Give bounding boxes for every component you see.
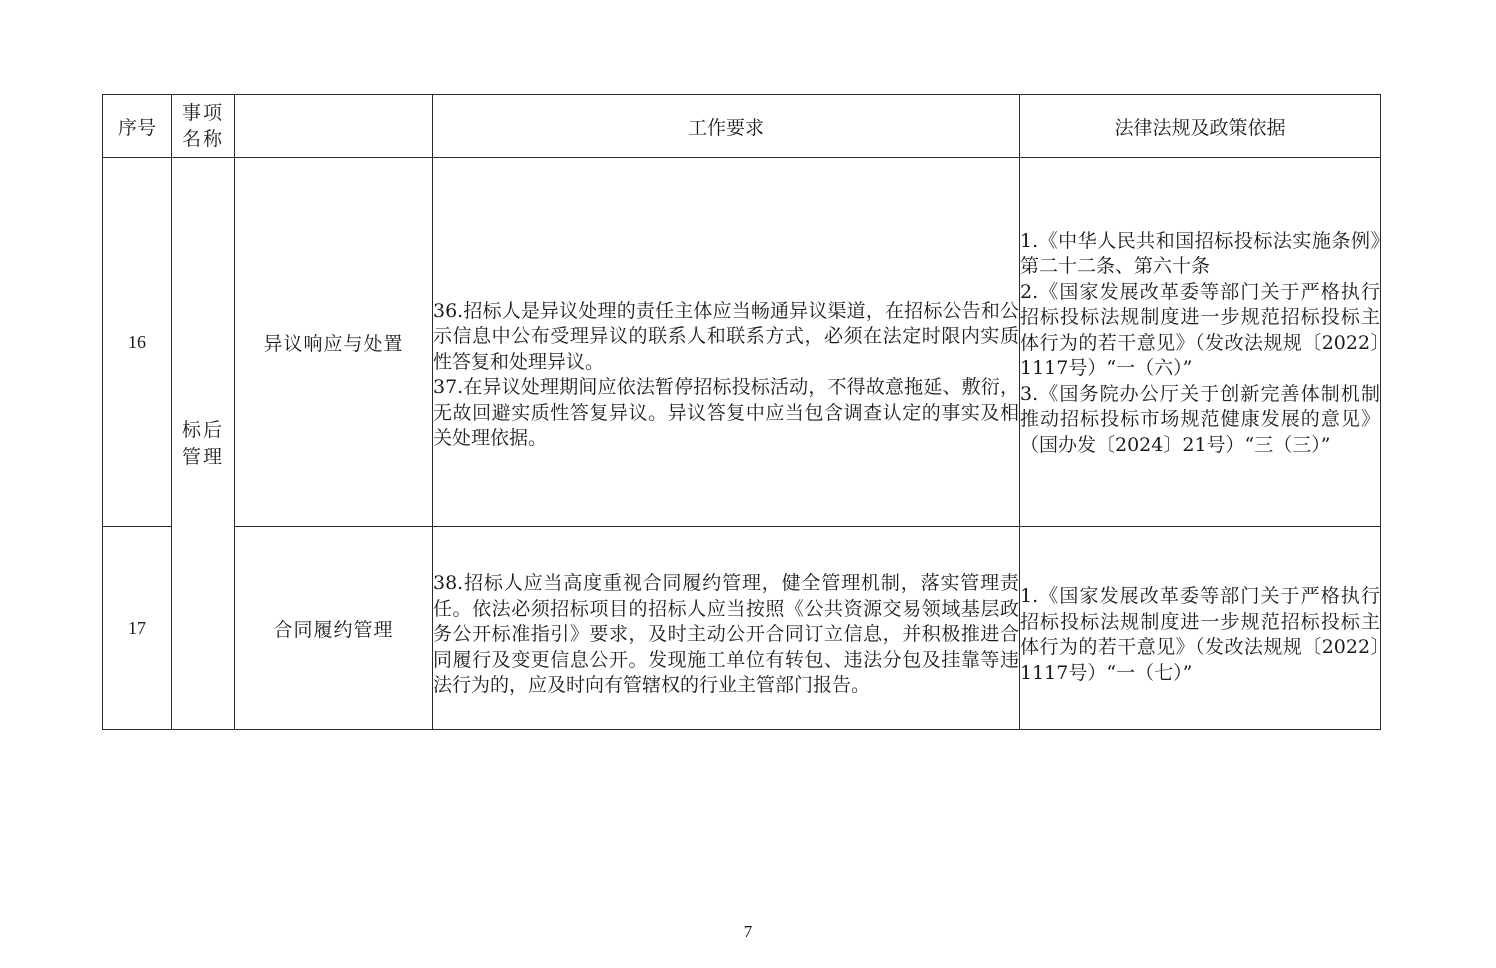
header-item-name-line1: 事项: [181, 102, 224, 124]
requirements-cell: [433, 527, 1020, 730]
requirement-item: 36.招标人是异议处理的责任主体应当畅通异议渠道，在招标公告和公示信息中公布受理异议的联系人和联系方式，必须在法定时限内实质性答复和处理异议。: [433, 299, 1019, 373]
legal-basis-item: 3.《国务院办公厅关于创新完善体制机制推动招标投标市场规范健康发展的意见》（国办发〔2024〕21号）“三（三）”: [1020, 382, 1380, 456]
requirement-item: 37.在异议处理期间应依法暂停招标投标活动，不得故意拖延、敷衍，无故回避实质性答复异议。异议答复中应当包含调查认定的事实及相关处理依据。: [433, 376, 1019, 449]
legal-basis-item: 2.《国家发展改革委等部门关于严格执行招标投标法规制度进一步规范招标投标主体行为的若干意见》（发改法规规〔2022〕1117号）“一（六）”: [1020, 280, 1380, 380]
legal-basis-item: 1.《中华人民共和国招标投标法实施条例》第二十二条、第六十条: [1020, 229, 1380, 278]
legal-basis-item: 1.《国家发展改革委等部门关于严格执行招标投标法规制度进一步规范招标投标主体行为的若干意见》（发改法规规〔2022〕1117号）“一（七）”: [1020, 585, 1380, 684]
page-number: 7: [743, 922, 753, 941]
row-number: 16: [103, 158, 172, 527]
category-line1: 标后: [181, 418, 224, 441]
header-legal-basis: 法律法规及政策依据: [1020, 95, 1381, 158]
legal-basis-cell: [1020, 158, 1381, 527]
category-line2: 管理: [181, 445, 224, 468]
row-number: 17: [103, 527, 172, 730]
requirement-item: 38.招标人应当高度重视合同履约管理，健全管理机制，落实管理责任。依法必须招标项目的招标人应当按照《公共资源交易领域基层政务公开标准指引》要求，及时主动公开合同订立信息，并积极推进合同履行及变更信息公开。发现施工单位有转包、违法分包及挂靠等违法行为的，应及时向有管辖权的行业主管部门报告。: [433, 572, 1019, 697]
header-blank: [235, 95, 433, 158]
table-row: [103, 158, 1381, 527]
item-name: 异议响应与处置: [235, 158, 433, 527]
item-name: 合同履约管理: [235, 527, 433, 730]
legal-basis-cell: [1020, 527, 1381, 730]
requirements-cell: [433, 158, 1020, 527]
header-item-name-line2: 名称: [181, 128, 224, 150]
header-requirements: 工作要求: [433, 95, 1020, 158]
table-header-row: [103, 95, 1381, 158]
category-cell: [172, 158, 235, 730]
policy-table: [102, 94, 1381, 730]
header-item-name: [172, 95, 235, 158]
header-seq: 序号: [103, 95, 172, 158]
table-row: [103, 527, 1381, 730]
